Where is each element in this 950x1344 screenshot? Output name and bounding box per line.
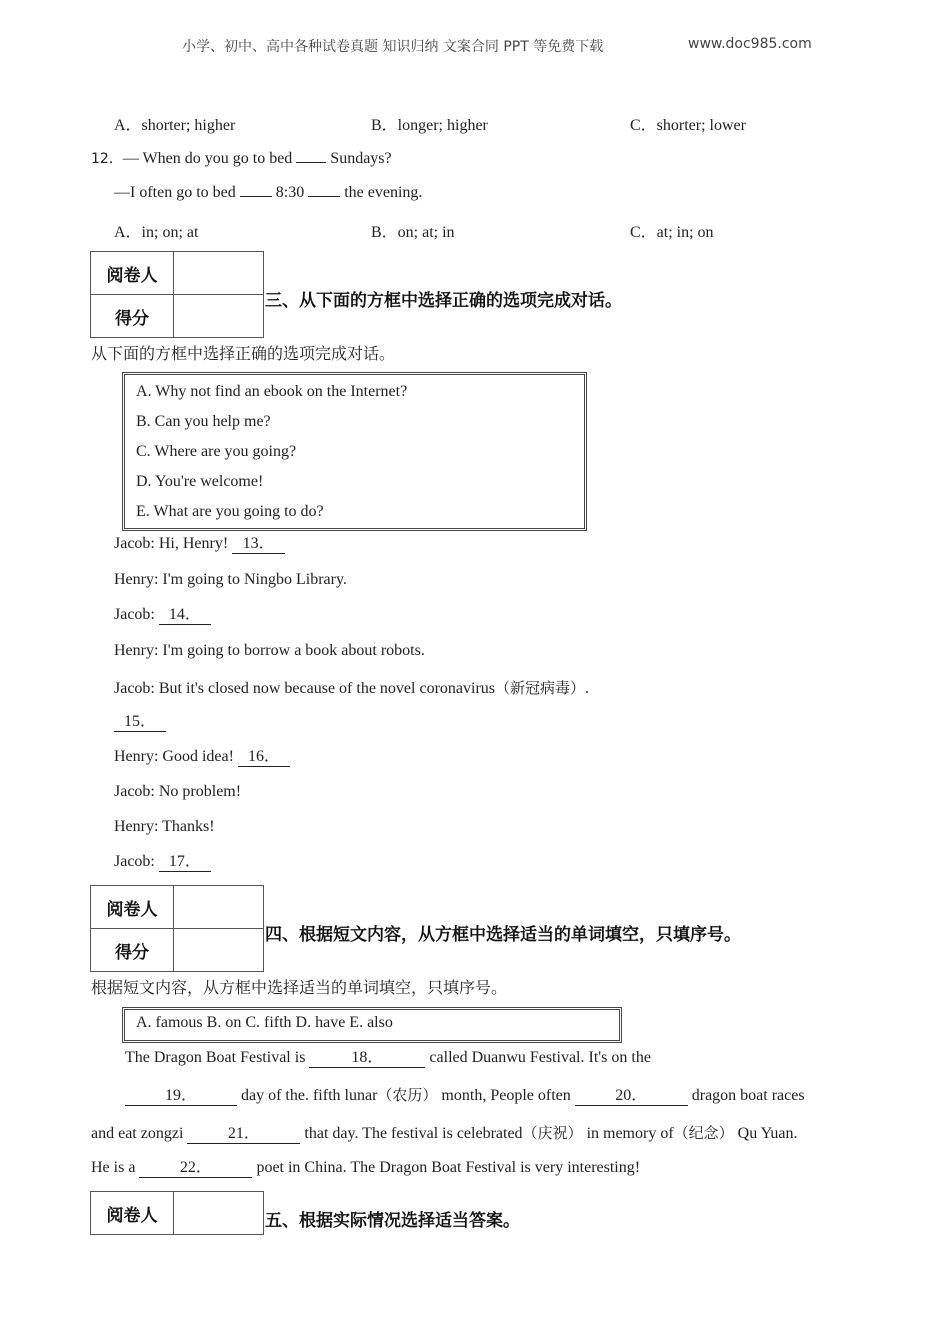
q11-option-c: C．shorter; lower — [630, 117, 746, 134]
passage-text: in memory of — [582, 1125, 674, 1142]
grader-table-5 — [90, 1191, 264, 1235]
grader-score-field[interactable] — [174, 295, 264, 338]
option-c: C. Where are you going? — [136, 443, 297, 460]
section3-instruction: 从下面的方框中选择正确的选项完成对话。 — [91, 344, 396, 363]
q12-blank-2 — [240, 196, 272, 197]
passage-text: He is a — [91, 1159, 140, 1176]
q12-line1-b: Sundays? — [326, 150, 392, 167]
grader-reviewer-label: 阅卷人 — [91, 886, 174, 929]
section4-instruction: 根据短文内容，从方框中选择适当的单词填空，只填序号。 — [91, 978, 508, 997]
dialog-line-4: Henry: I'm going to borrow a book about robots. — [114, 642, 425, 659]
section5-title: 五、根据实际情况选择适当答案。 — [265, 1211, 520, 1231]
header-text: 小学、初中、高中各种试卷真题 知识归纳 文案合同 PPT 等免费下载 — [182, 39, 604, 55]
q12-blank-3 — [308, 196, 340, 197]
passage-text: Qu Yuan. — [733, 1125, 798, 1142]
passage-text: month, People often — [437, 1087, 575, 1104]
passage-text: that day. The festival is celebrated — [300, 1125, 523, 1142]
passage-text: dragon boat races — [687, 1087, 805, 1104]
grader-reviewer-field[interactable] — [174, 886, 264, 929]
grader-score-field[interactable] — [174, 929, 264, 972]
grader-table-4 — [90, 885, 264, 972]
grader-reviewer-label: 阅卷人 — [91, 1192, 174, 1235]
grader-reviewer-label: 阅卷人 — [91, 252, 174, 295]
q12-blank-1 — [296, 162, 326, 163]
section3-option-box — [122, 372, 587, 531]
dialog-line-10 — [114, 853, 211, 872]
q12-line2-c: the evening. — [340, 184, 423, 201]
dialog-line-2: Henry: I'm going to Ningbo Library. — [114, 571, 347, 588]
option-a: A. Why not find an ebook on the Internet? — [136, 383, 408, 400]
option-e: E. What are you going to do? — [136, 503, 324, 520]
grader-table-3 — [90, 251, 264, 338]
dialog-text: Jacob: — [114, 853, 159, 870]
dialog-line-7 — [114, 748, 290, 767]
blank-18: 18． — [309, 1049, 425, 1068]
grader-reviewer-field[interactable] — [174, 252, 264, 295]
passage-text: poet in China. The Dragon Boat Festival is very interesting! — [252, 1159, 641, 1176]
section3-title: 三、从下面的方框中选择正确的选项完成对话。 — [265, 291, 622, 311]
dialog-text-cn: （新冠病毒） — [495, 679, 586, 697]
option-d: D. You're welcome! — [136, 473, 264, 490]
blank-16: 16． — [238, 748, 290, 767]
blank-20: 20． — [575, 1087, 688, 1106]
header-url: www.doc985.com — [688, 36, 812, 52]
q12-number: 12． — [91, 151, 123, 167]
passage-line-4 — [91, 1159, 640, 1178]
dialog-line-9: Henry: Thanks! — [114, 818, 215, 835]
grader-reviewer-field[interactable] — [174, 1192, 264, 1235]
q12-line1 — [91, 148, 392, 168]
dialog-text: . — [585, 680, 590, 697]
dialog-text: Jacob: — [114, 606, 159, 623]
q11-option-a: A．shorter; higher — [114, 117, 236, 134]
passage-text: day of the. fifth lunar — [237, 1087, 378, 1104]
q12-option-b: B．on; at; in — [371, 224, 455, 241]
blank-15: 15． — [114, 713, 166, 732]
q12-option-c: C．at; in; on — [630, 224, 714, 241]
passage-text-cn: （庆祝） — [522, 1124, 583, 1142]
blank-21: 21． — [187, 1125, 300, 1144]
q11-option-b: B．longer; higher — [371, 117, 488, 134]
q12-option-a: A．in; on; at — [114, 224, 199, 241]
blank-17: 17． — [159, 853, 211, 872]
word-options: A. famous B. on C. fifth D. have E. also — [136, 1014, 393, 1031]
dialog-line-5 — [114, 677, 589, 698]
dialog-line-6 — [114, 713, 166, 732]
q12-line1-a: — When do you go to bed — [122, 150, 297, 167]
dialog-text: Henry: Good idea! — [114, 748, 238, 765]
dialog-line-8: Jacob: No problem! — [114, 783, 242, 800]
q12-line2 — [114, 184, 422, 202]
blank-13: 13． — [232, 535, 285, 554]
dialog-text: Jacob: Hi, Henry! — [114, 535, 233, 552]
section4-word-box — [122, 1007, 622, 1043]
blank-14: 14． — [159, 606, 211, 625]
passage-text: called Duanwu Festival. It's on the — [425, 1049, 651, 1066]
passage-text-cn: （纪念） — [673, 1124, 734, 1142]
passage-text: and eat zongzi — [91, 1125, 188, 1142]
grader-score-label: 得分 — [91, 929, 174, 972]
q12-line2-b: 8:30 — [271, 184, 309, 201]
dialog-line-3 — [114, 606, 211, 625]
passage-text-cn: （农历） — [377, 1086, 438, 1104]
passage-line-2 — [125, 1084, 805, 1106]
passage-text: The Dragon Boat Festival is — [125, 1049, 310, 1066]
section4-title: 四、根据短文内容，从方框中选择适当的单词填空，只填序号。 — [265, 925, 741, 945]
blank-22: 22． — [139, 1159, 252, 1178]
passage-line-1 — [125, 1049, 651, 1068]
dialog-text: Jacob: But it's closed now because of the novel coronavirus — [114, 680, 496, 697]
passage-line-3 — [91, 1122, 798, 1144]
option-b: B. Can you help me? — [136, 413, 271, 430]
blank-19: 19． — [125, 1087, 237, 1106]
q12-line2-a: —I often go to bed — [114, 184, 240, 201]
dialog-line-1 — [114, 535, 285, 554]
grader-score-label: 得分 — [91, 295, 174, 338]
